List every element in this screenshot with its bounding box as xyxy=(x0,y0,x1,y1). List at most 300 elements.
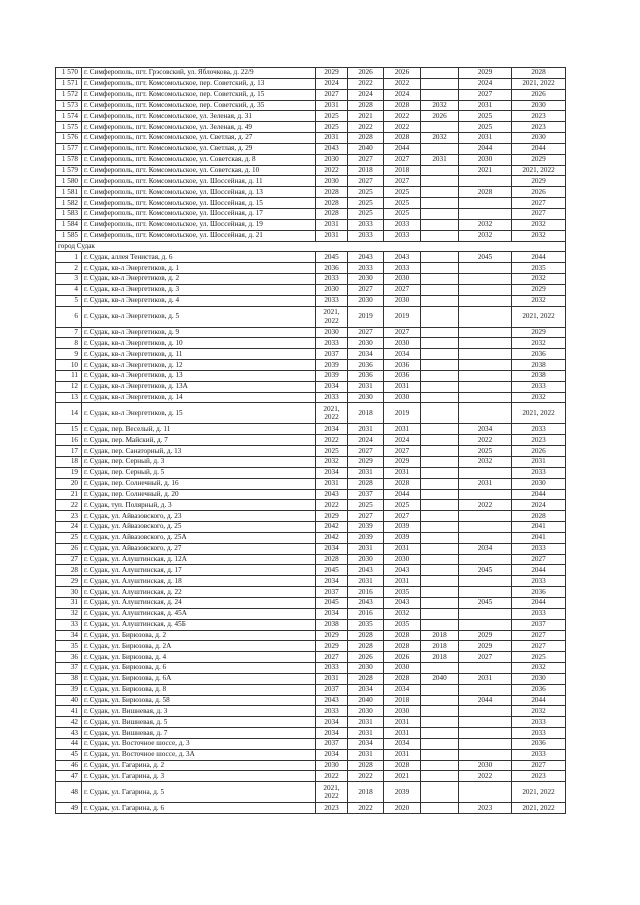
cell-year-f: 2032 xyxy=(512,230,566,241)
cell-year-a: 2021, 2022 xyxy=(316,403,348,424)
cell-year-e: 2044 xyxy=(459,143,512,154)
cell-year-a: 2029 xyxy=(316,511,348,522)
cell-year-e xyxy=(459,608,512,619)
cell-year-b: 2039 xyxy=(348,532,384,543)
cell-year-a: 2030 xyxy=(316,176,348,187)
cell-year-c: 2036 xyxy=(384,360,421,371)
cell-year-c: 2027 xyxy=(384,446,421,457)
cell-year-a: 2023 xyxy=(316,803,348,814)
cell-row-number: 34 xyxy=(56,630,82,641)
cell-row-number: 13 xyxy=(56,392,82,403)
cell-year-f: 2044 xyxy=(512,597,566,608)
cell-year-a: 2021, 2022 xyxy=(316,782,348,803)
cell-row-number: 9 xyxy=(56,349,82,360)
cell-year-d: 2026 xyxy=(421,111,459,122)
cell-year-b: 2030 xyxy=(348,295,384,306)
cell-year-b: 2022 xyxy=(348,122,384,133)
cell-year-f: 2033 xyxy=(512,576,566,587)
cell-year-a: 2033 xyxy=(316,274,348,285)
cell-year-d xyxy=(421,306,459,327)
cell-year-f: 2032 xyxy=(512,706,566,717)
cell-year-b: 2037 xyxy=(348,489,384,500)
table-row xyxy=(56,111,566,122)
table-row xyxy=(56,78,566,89)
cell-year-c: 2022 xyxy=(384,111,421,122)
cell-year-c: 2022 xyxy=(384,78,421,89)
cell-year-c: 2026 xyxy=(384,68,421,79)
cell-year-e xyxy=(459,489,512,500)
cell-address: г. Судак, ул. Айвазовского, д. 23 xyxy=(82,511,316,522)
cell-year-a: 2033 xyxy=(316,338,348,349)
cell-year-b: 2028 xyxy=(348,478,384,489)
cell-address: г. Судак, пер. Веселый, д. 11 xyxy=(82,424,316,435)
cell-year-d xyxy=(421,68,459,79)
cell-year-e: 2031 xyxy=(459,133,512,144)
cell-row-number: 44 xyxy=(56,738,82,749)
cell-row-number: 1 571 xyxy=(56,78,82,89)
cell-year-b: 2030 xyxy=(348,554,384,565)
cell-year-b: 2028 xyxy=(348,100,384,111)
cell-year-e: 2045 xyxy=(459,565,512,576)
cell-year-b: 2022 xyxy=(348,78,384,89)
cell-address: г. Судак, ул. Восточное шоссе, д. 3 xyxy=(82,738,316,749)
cell-row-number: 30 xyxy=(56,587,82,598)
cell-year-c: 2033 xyxy=(384,230,421,241)
cell-row-number: 25 xyxy=(56,532,82,543)
cell-year-c: 2025 xyxy=(384,198,421,209)
table-row xyxy=(56,630,566,641)
cell-year-b: 2031 xyxy=(348,543,384,554)
cell-year-f: 2033 xyxy=(512,608,566,619)
cell-year-f: 2027 xyxy=(512,630,566,641)
cell-year-a: 2022 xyxy=(316,165,348,176)
cell-year-d xyxy=(421,435,459,446)
table-row xyxy=(56,284,566,295)
cell-year-b: 2027 xyxy=(348,511,384,522)
cell-year-c: 2030 xyxy=(384,274,421,285)
cell-year-d xyxy=(421,252,459,263)
cell-address: г. Судак, ул. Бирюзова, д. 2А xyxy=(82,641,316,652)
cell-year-c: 2039 xyxy=(384,522,421,533)
cell-year-f: 2027 xyxy=(512,198,566,209)
cell-year-b: 2021 xyxy=(348,111,384,122)
cell-year-a: 2022 xyxy=(316,771,348,782)
cell-year-c: 2034 xyxy=(384,738,421,749)
cell-address: г. Симферополь, пгт. Комсомольское, ул. Советская, д. 8 xyxy=(82,154,316,165)
cell-address: г. Судак, пер. Майский, д. 7 xyxy=(82,435,316,446)
cell-year-a: 2031 xyxy=(316,673,348,684)
cell-year-c: 2028 xyxy=(384,641,421,652)
cell-year-b: 2027 xyxy=(348,154,384,165)
table-row xyxy=(56,198,566,209)
cell-year-b: 2039 xyxy=(348,522,384,533)
cell-address: г. Судак, пер. Серный, д. 5 xyxy=(82,467,316,478)
cell-year-c: 2036 xyxy=(384,370,421,381)
cell-row-number: 35 xyxy=(56,641,82,652)
table-row xyxy=(56,576,566,587)
table-row xyxy=(56,478,566,489)
cell-year-a: 2031 xyxy=(316,230,348,241)
cell-address: г. Судак, кв-л Энергетиков, д. 3 xyxy=(82,284,316,295)
cell-year-f: 2024 xyxy=(512,500,566,511)
cell-year-e: 2030 xyxy=(459,760,512,771)
cell-row-number: 16 xyxy=(56,435,82,446)
table-row xyxy=(56,706,566,717)
cell-year-a: 2034 xyxy=(316,728,348,739)
cell-year-b: 2031 xyxy=(348,749,384,760)
cell-year-e: 2025 xyxy=(459,446,512,457)
cell-row-number: 8 xyxy=(56,338,82,349)
cell-year-b: 2034 xyxy=(348,738,384,749)
cell-year-c: 2022 xyxy=(384,122,421,133)
cell-year-d xyxy=(421,717,459,728)
cell-year-d xyxy=(421,663,459,674)
cell-year-a: 2045 xyxy=(316,597,348,608)
cell-year-c: 2033 xyxy=(384,219,421,230)
cell-year-f: 2025 xyxy=(512,652,566,663)
cell-row-number: 19 xyxy=(56,467,82,478)
cell-year-f: 2021, 2022 xyxy=(512,78,566,89)
cell-year-d: 2018 xyxy=(421,630,459,641)
cell-row-number: 1 581 xyxy=(56,187,82,198)
cell-year-a: 2045 xyxy=(316,565,348,576)
cell-year-d xyxy=(421,684,459,695)
cell-year-f: 2029 xyxy=(512,284,566,295)
cell-year-b: 2028 xyxy=(348,673,384,684)
cell-year-e: 2024 xyxy=(459,78,512,89)
cell-year-c: 2028 xyxy=(384,133,421,144)
cell-year-e: 2034 xyxy=(459,543,512,554)
cell-year-c: 2024 xyxy=(384,89,421,100)
table-row xyxy=(56,543,566,554)
cell-row-number: 48 xyxy=(56,782,82,803)
table-row xyxy=(56,511,566,522)
cell-year-d xyxy=(421,457,459,468)
cell-year-f: 2038 xyxy=(512,370,566,381)
cell-year-a: 2034 xyxy=(316,424,348,435)
cell-year-a: 2034 xyxy=(316,543,348,554)
table-row xyxy=(56,554,566,565)
cell-row-number: 45 xyxy=(56,749,82,760)
cell-row-number: 29 xyxy=(56,576,82,587)
cell-year-f: 2029 xyxy=(512,154,566,165)
cell-year-c: 2030 xyxy=(384,392,421,403)
cell-address: г. Судак, кв-л Энергетиков, д. 11 xyxy=(82,349,316,360)
cell-year-f: 2027 xyxy=(512,554,566,565)
cell-year-b: 2030 xyxy=(348,663,384,674)
cell-year-a: 2028 xyxy=(316,187,348,198)
cell-year-b: 2031 xyxy=(348,467,384,478)
cell-year-d xyxy=(421,522,459,533)
cell-year-f: 2030 xyxy=(512,100,566,111)
cell-year-a: 2037 xyxy=(316,587,348,598)
table-row xyxy=(56,597,566,608)
cell-year-c: 2028 xyxy=(384,673,421,684)
cell-year-a: 2032 xyxy=(316,457,348,468)
cell-year-e: 2028 xyxy=(459,187,512,198)
cell-year-c: 2031 xyxy=(384,728,421,739)
cell-year-d: 2032 xyxy=(421,100,459,111)
cell-year-b: 2031 xyxy=(348,424,384,435)
table-row xyxy=(56,608,566,619)
cell-address: г. Симферополь, пгт. Комсомольское, ул. Светлая, д. 29 xyxy=(82,143,316,154)
cell-year-e xyxy=(459,370,512,381)
cell-address: г. Судак, кв-л Энергетиков, д. 2 xyxy=(82,274,316,285)
cell-year-e: 2023 xyxy=(459,803,512,814)
cell-year-b: 2031 xyxy=(348,576,384,587)
cell-row-number: 1 573 xyxy=(56,100,82,111)
table-row xyxy=(56,695,566,706)
cell-year-e: 2032 xyxy=(459,457,512,468)
cell-year-e xyxy=(459,684,512,695)
cell-row-number: 41 xyxy=(56,706,82,717)
cell-row-number: 40 xyxy=(56,695,82,706)
cell-year-e xyxy=(459,274,512,285)
cell-year-e xyxy=(459,619,512,630)
cell-year-d xyxy=(421,263,459,274)
cell-year-d xyxy=(421,230,459,241)
cell-year-a: 2030 xyxy=(316,760,348,771)
cell-row-number: 39 xyxy=(56,684,82,695)
cell-year-e xyxy=(459,663,512,674)
cell-year-a: 2036 xyxy=(316,263,348,274)
cell-year-f: 2033 xyxy=(512,424,566,435)
cell-year-d: 2031 xyxy=(421,154,459,165)
cell-address: г. Симферополь, пгт. Комсомольское, ул. Светлая, д. 27 xyxy=(82,133,316,144)
cell-year-a: 2030 xyxy=(316,327,348,338)
cell-year-d xyxy=(421,749,459,760)
cell-year-a: 2034 xyxy=(316,608,348,619)
cell-address: г. Судак, кв-л Энергетиков, д. 14 xyxy=(82,392,316,403)
cell-year-a: 2029 xyxy=(316,641,348,652)
cell-row-number: 3 xyxy=(56,274,82,285)
cell-year-d xyxy=(421,338,459,349)
cell-year-b: 2035 xyxy=(348,619,384,630)
cell-year-b: 2043 xyxy=(348,565,384,576)
cell-year-f: 2044 xyxy=(512,565,566,576)
cell-year-c: 2031 xyxy=(384,543,421,554)
cell-year-c: 2031 xyxy=(384,381,421,392)
table-row xyxy=(56,208,566,219)
cell-year-a: 2021, 2022 xyxy=(316,306,348,327)
cell-year-a: 2033 xyxy=(316,706,348,717)
table-row xyxy=(56,435,566,446)
cell-address: г. Симферополь, пгт. Комсомольское, ул. Советская, д. 10 xyxy=(82,165,316,176)
cell-year-d xyxy=(421,489,459,500)
cell-year-c: 2030 xyxy=(384,338,421,349)
cell-year-c: 2028 xyxy=(384,100,421,111)
cell-year-c: 2031 xyxy=(384,576,421,587)
cell-year-e: 2031 xyxy=(459,100,512,111)
cell-address: г. Симферополь, пгт. Комсомольское, ул. Шоссейная, д. 19 xyxy=(82,219,316,230)
cell-year-b: 2028 xyxy=(348,630,384,641)
cell-year-c: 2044 xyxy=(384,143,421,154)
cell-address: г. Судак, ул. Гагарина, д. 3 xyxy=(82,771,316,782)
cell-year-a: 2027 xyxy=(316,89,348,100)
cell-year-a: 2034 xyxy=(316,576,348,587)
cell-year-e: 2032 xyxy=(459,219,512,230)
table-row xyxy=(56,771,566,782)
cell-year-c: 2025 xyxy=(384,187,421,198)
cell-year-f: 2027 xyxy=(512,208,566,219)
cell-year-d xyxy=(421,143,459,154)
cell-year-f: 2021, 2022 xyxy=(512,403,566,424)
cell-year-a: 2025 xyxy=(316,122,348,133)
cell-address: г. Судак, кв-л Энергетиков, д. 12 xyxy=(82,360,316,371)
cell-year-d xyxy=(421,500,459,511)
table-row xyxy=(56,673,566,684)
cell-year-a: 2027 xyxy=(316,652,348,663)
cell-address: г. Судак, кв-л Энергетиков, д. 13А xyxy=(82,381,316,392)
cell-address: г. Судак, ул. Алуштинская, д. 17 xyxy=(82,565,316,576)
cell-year-d xyxy=(421,597,459,608)
cell-row-number: 1 576 xyxy=(56,133,82,144)
cell-year-d xyxy=(421,403,459,424)
cell-year-c: 2019 xyxy=(384,306,421,327)
cell-year-e xyxy=(459,717,512,728)
cell-year-c: 2039 xyxy=(384,532,421,543)
table-row xyxy=(56,403,566,424)
cell-row-number: 1 578 xyxy=(56,154,82,165)
cell-row-number: 6 xyxy=(56,306,82,327)
cell-year-a: 2022 xyxy=(316,435,348,446)
cell-year-e xyxy=(459,749,512,760)
table-row xyxy=(56,392,566,403)
cell-year-b: 2018 xyxy=(348,165,384,176)
table-row xyxy=(56,587,566,598)
cell-year-c: 2019 xyxy=(384,403,421,424)
cell-year-f: 2021, 2022 xyxy=(512,782,566,803)
cell-year-d xyxy=(421,208,459,219)
cell-row-number: 28 xyxy=(56,565,82,576)
cell-year-f: 2030 xyxy=(512,673,566,684)
cell-year-f: 2021, 2022 xyxy=(512,165,566,176)
cell-year-a: 2025 xyxy=(316,111,348,122)
cell-year-a: 2030 xyxy=(316,154,348,165)
cell-year-e xyxy=(459,587,512,598)
cell-row-number: 26 xyxy=(56,543,82,554)
table-row xyxy=(56,619,566,630)
cell-row-number: 23 xyxy=(56,511,82,522)
table-row xyxy=(56,360,566,371)
cell-address: г. Судак, ул. Гагарина, д. 2 xyxy=(82,760,316,771)
cell-year-c: 2032 xyxy=(384,608,421,619)
cell-year-b: 2025 xyxy=(348,187,384,198)
cell-address: г. Симферополь, пгт. Комсомольское, ул. Шоссейная, д. 15 xyxy=(82,198,316,209)
table-row xyxy=(56,154,566,165)
cell-year-d xyxy=(421,728,459,739)
cell-year-f: 2041 xyxy=(512,522,566,533)
cell-year-f: 2036 xyxy=(512,684,566,695)
cell-year-e: 2025 xyxy=(459,111,512,122)
cell-year-b: 2031 xyxy=(348,381,384,392)
cell-row-number: 1 570 xyxy=(56,68,82,79)
cell-year-d xyxy=(421,370,459,381)
cell-address: г. Судак, ул. Алуштинская, д. 22 xyxy=(82,587,316,598)
cell-address: г. Судак, ул. Восточное шоссе, д. 3А xyxy=(82,749,316,760)
cell-year-c: 2043 xyxy=(384,252,421,263)
cell-year-a: 2043 xyxy=(316,695,348,706)
cell-address: г. Симферополь, пгт. Комсомольское, пер. Советский, д. 13 xyxy=(82,78,316,89)
cell-address: г. Судак, ул. Айвазовского, д. 25 xyxy=(82,522,316,533)
cell-year-e: 2032 xyxy=(459,230,512,241)
cell-year-c: 2031 xyxy=(384,717,421,728)
cell-year-c: 2030 xyxy=(384,295,421,306)
cell-year-b: 2034 xyxy=(348,684,384,695)
cell-year-d xyxy=(421,392,459,403)
cell-year-a: 2029 xyxy=(316,630,348,641)
cell-address: г. Судак, кв-л Энергетиков, д. 15 xyxy=(82,403,316,424)
cell-year-a: 2031 xyxy=(316,219,348,230)
cell-year-a: 2031 xyxy=(316,100,348,111)
table-row xyxy=(56,381,566,392)
cell-year-f: 2032 xyxy=(512,219,566,230)
cell-row-number: 7 xyxy=(56,327,82,338)
cell-year-e: 2022 xyxy=(459,435,512,446)
cell-year-a: 2045 xyxy=(316,252,348,263)
cell-year-e: 2045 xyxy=(459,252,512,263)
cell-address: г. Судак, ул. Бирюзова, д. 58 xyxy=(82,695,316,706)
cell-address: г. Судак, ул. Бирюзова, д. 8 xyxy=(82,684,316,695)
cell-year-c: 2033 xyxy=(384,263,421,274)
cell-year-d: 2018 xyxy=(421,652,459,663)
cell-year-e xyxy=(459,349,512,360)
cell-year-c: 2029 xyxy=(384,457,421,468)
cell-address: г. Судак, кв-л Энергетиков, д. 13 xyxy=(82,370,316,381)
cell-year-a: 2030 xyxy=(316,284,348,295)
cell-year-e: 2044 xyxy=(459,695,512,706)
cell-year-a: 2034 xyxy=(316,381,348,392)
cell-year-a: 2031 xyxy=(316,133,348,144)
cell-year-a: 2037 xyxy=(316,349,348,360)
cell-row-number: 20 xyxy=(56,478,82,489)
cell-year-b: 2043 xyxy=(348,252,384,263)
cell-year-b: 2016 xyxy=(348,608,384,619)
cell-year-b: 2028 xyxy=(348,133,384,144)
cell-year-c: 2030 xyxy=(384,554,421,565)
cell-address: г. Судак, ул. Вишневая, д. 5 xyxy=(82,717,316,728)
cell-year-e xyxy=(459,338,512,349)
table-row xyxy=(56,370,566,381)
cell-year-c: 2030 xyxy=(384,706,421,717)
cell-year-a: 2033 xyxy=(316,392,348,403)
cell-year-d xyxy=(421,511,459,522)
cell-year-e: 2031 xyxy=(459,673,512,684)
table-body-simferopol xyxy=(56,68,566,242)
cell-year-d xyxy=(421,219,459,230)
cell-year-a: 2037 xyxy=(316,684,348,695)
cell-year-f: 2036 xyxy=(512,738,566,749)
table-row xyxy=(56,782,566,803)
cell-year-e xyxy=(459,360,512,371)
cell-year-d: 2032 xyxy=(421,133,459,144)
cell-year-b: 2036 xyxy=(348,370,384,381)
cell-year-f: 2041 xyxy=(512,532,566,543)
cell-year-b: 2025 xyxy=(348,208,384,219)
cell-year-d xyxy=(421,782,459,803)
cell-address: г. Симферополь, пгт. Комсомольское, пер. Советский, д. 15 xyxy=(82,89,316,100)
table-row xyxy=(56,728,566,739)
cell-address: г. Симферополь, пгт. Комсомольское, ул. Шоссейная, д. 13 xyxy=(82,187,316,198)
cell-year-a: 2039 xyxy=(316,360,348,371)
cell-year-e xyxy=(459,381,512,392)
table-row xyxy=(56,489,566,500)
table-row xyxy=(56,68,566,79)
cell-row-number: 1 585 xyxy=(56,230,82,241)
table-row xyxy=(56,89,566,100)
table-row xyxy=(56,143,566,154)
cell-year-e xyxy=(459,263,512,274)
